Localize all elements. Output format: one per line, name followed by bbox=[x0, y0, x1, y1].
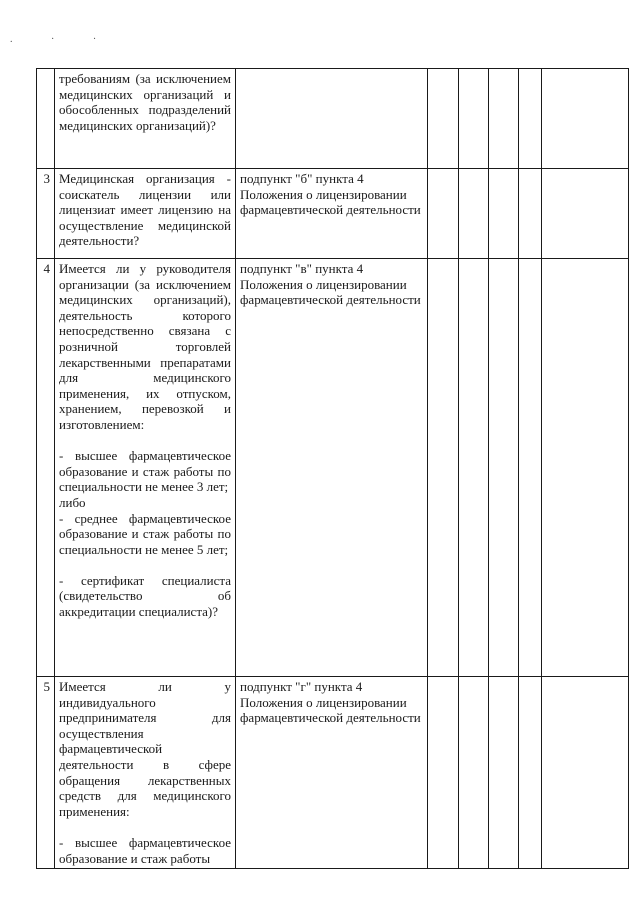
requirement-cell bbox=[55, 69, 236, 169]
empty-cell bbox=[542, 259, 629, 677]
table-row bbox=[37, 677, 629, 869]
row-number bbox=[37, 69, 55, 169]
table-row bbox=[37, 169, 629, 259]
empty-cell bbox=[519, 677, 542, 869]
row-number: 5 bbox=[37, 677, 55, 869]
requirement-text: Медицинская организация - соискатель лицензии или лицензиат имеет лицензию на осуществление медицинской деятельности? bbox=[59, 171, 231, 249]
requirement-text: Имеется ли у руководителя организации (за исключением медицинских организаций), деятельность которого непосредственно связана с розничной торговлей лекарственными препаратами для медицинского применения, их отпуском, хранением, перевозкой и изготовлением: bbox=[59, 261, 231, 432]
checklist-table bbox=[36, 68, 629, 869]
empty-cell bbox=[489, 69, 519, 169]
requirement-option: - сертификат специалиста (свидетельство об аккредитации специалиста)? bbox=[59, 572, 231, 620]
empty-cell bbox=[428, 69, 459, 169]
requirement-connector: либо bbox=[59, 494, 86, 510]
requirement-cell bbox=[55, 169, 236, 259]
empty-cell bbox=[542, 169, 629, 259]
empty-cell bbox=[519, 69, 542, 169]
legal-reference: подпункт "г" пункта 4 Положения о лицензировании фармацевтической деятельности bbox=[236, 677, 428, 869]
requirement-text: Имеется ли у индивидуального предпринимателя для осуществления фармацевтической деятельности в сфере обращения лекарственных средств для медицинского применения: bbox=[59, 679, 231, 819]
legal-reference: подпункт "в" пункта 4 Положения о лицензировании фармацевтической деятельности bbox=[236, 259, 428, 677]
empty-cell bbox=[459, 259, 489, 677]
empty-cell bbox=[428, 169, 459, 259]
legal-reference: подпункт "б" пункта 4 Положения о лицензировании фармацевтической деятельности bbox=[236, 169, 428, 259]
legal-reference bbox=[236, 69, 428, 169]
row-number: 4 bbox=[37, 259, 55, 677]
empty-cell bbox=[459, 677, 489, 869]
requirement-option: - среднее фармацевтическое образование и стаж работы по специальности не менее 5 лет; bbox=[59, 510, 231, 557]
empty-cell bbox=[459, 69, 489, 169]
empty-cell bbox=[519, 169, 542, 259]
row-number: 3 bbox=[37, 169, 55, 259]
table-row bbox=[37, 69, 629, 169]
empty-cell bbox=[519, 259, 542, 677]
requirement-option: - высшее фармацевтическое образование и стаж работы по специальности не менее 3 лет; bbox=[59, 448, 231, 495]
scan-specks: . · · bbox=[10, 34, 115, 45]
empty-cell bbox=[489, 677, 519, 869]
empty-cell bbox=[489, 259, 519, 677]
empty-cell bbox=[542, 677, 629, 869]
requirement-option: - высшее фармацевтическое образование и стаж работы bbox=[59, 834, 231, 866]
requirement-cell bbox=[55, 259, 236, 677]
empty-cell bbox=[542, 69, 629, 169]
requirement-text: требованиям (за исключением медицинских организаций и обособленных подразделений медицинских организаций)? bbox=[59, 71, 231, 133]
empty-cell bbox=[428, 259, 459, 677]
requirement-cell bbox=[55, 677, 236, 869]
empty-cell bbox=[489, 169, 519, 259]
empty-cell bbox=[459, 169, 489, 259]
table-row bbox=[37, 259, 629, 677]
empty-cell bbox=[428, 677, 459, 869]
